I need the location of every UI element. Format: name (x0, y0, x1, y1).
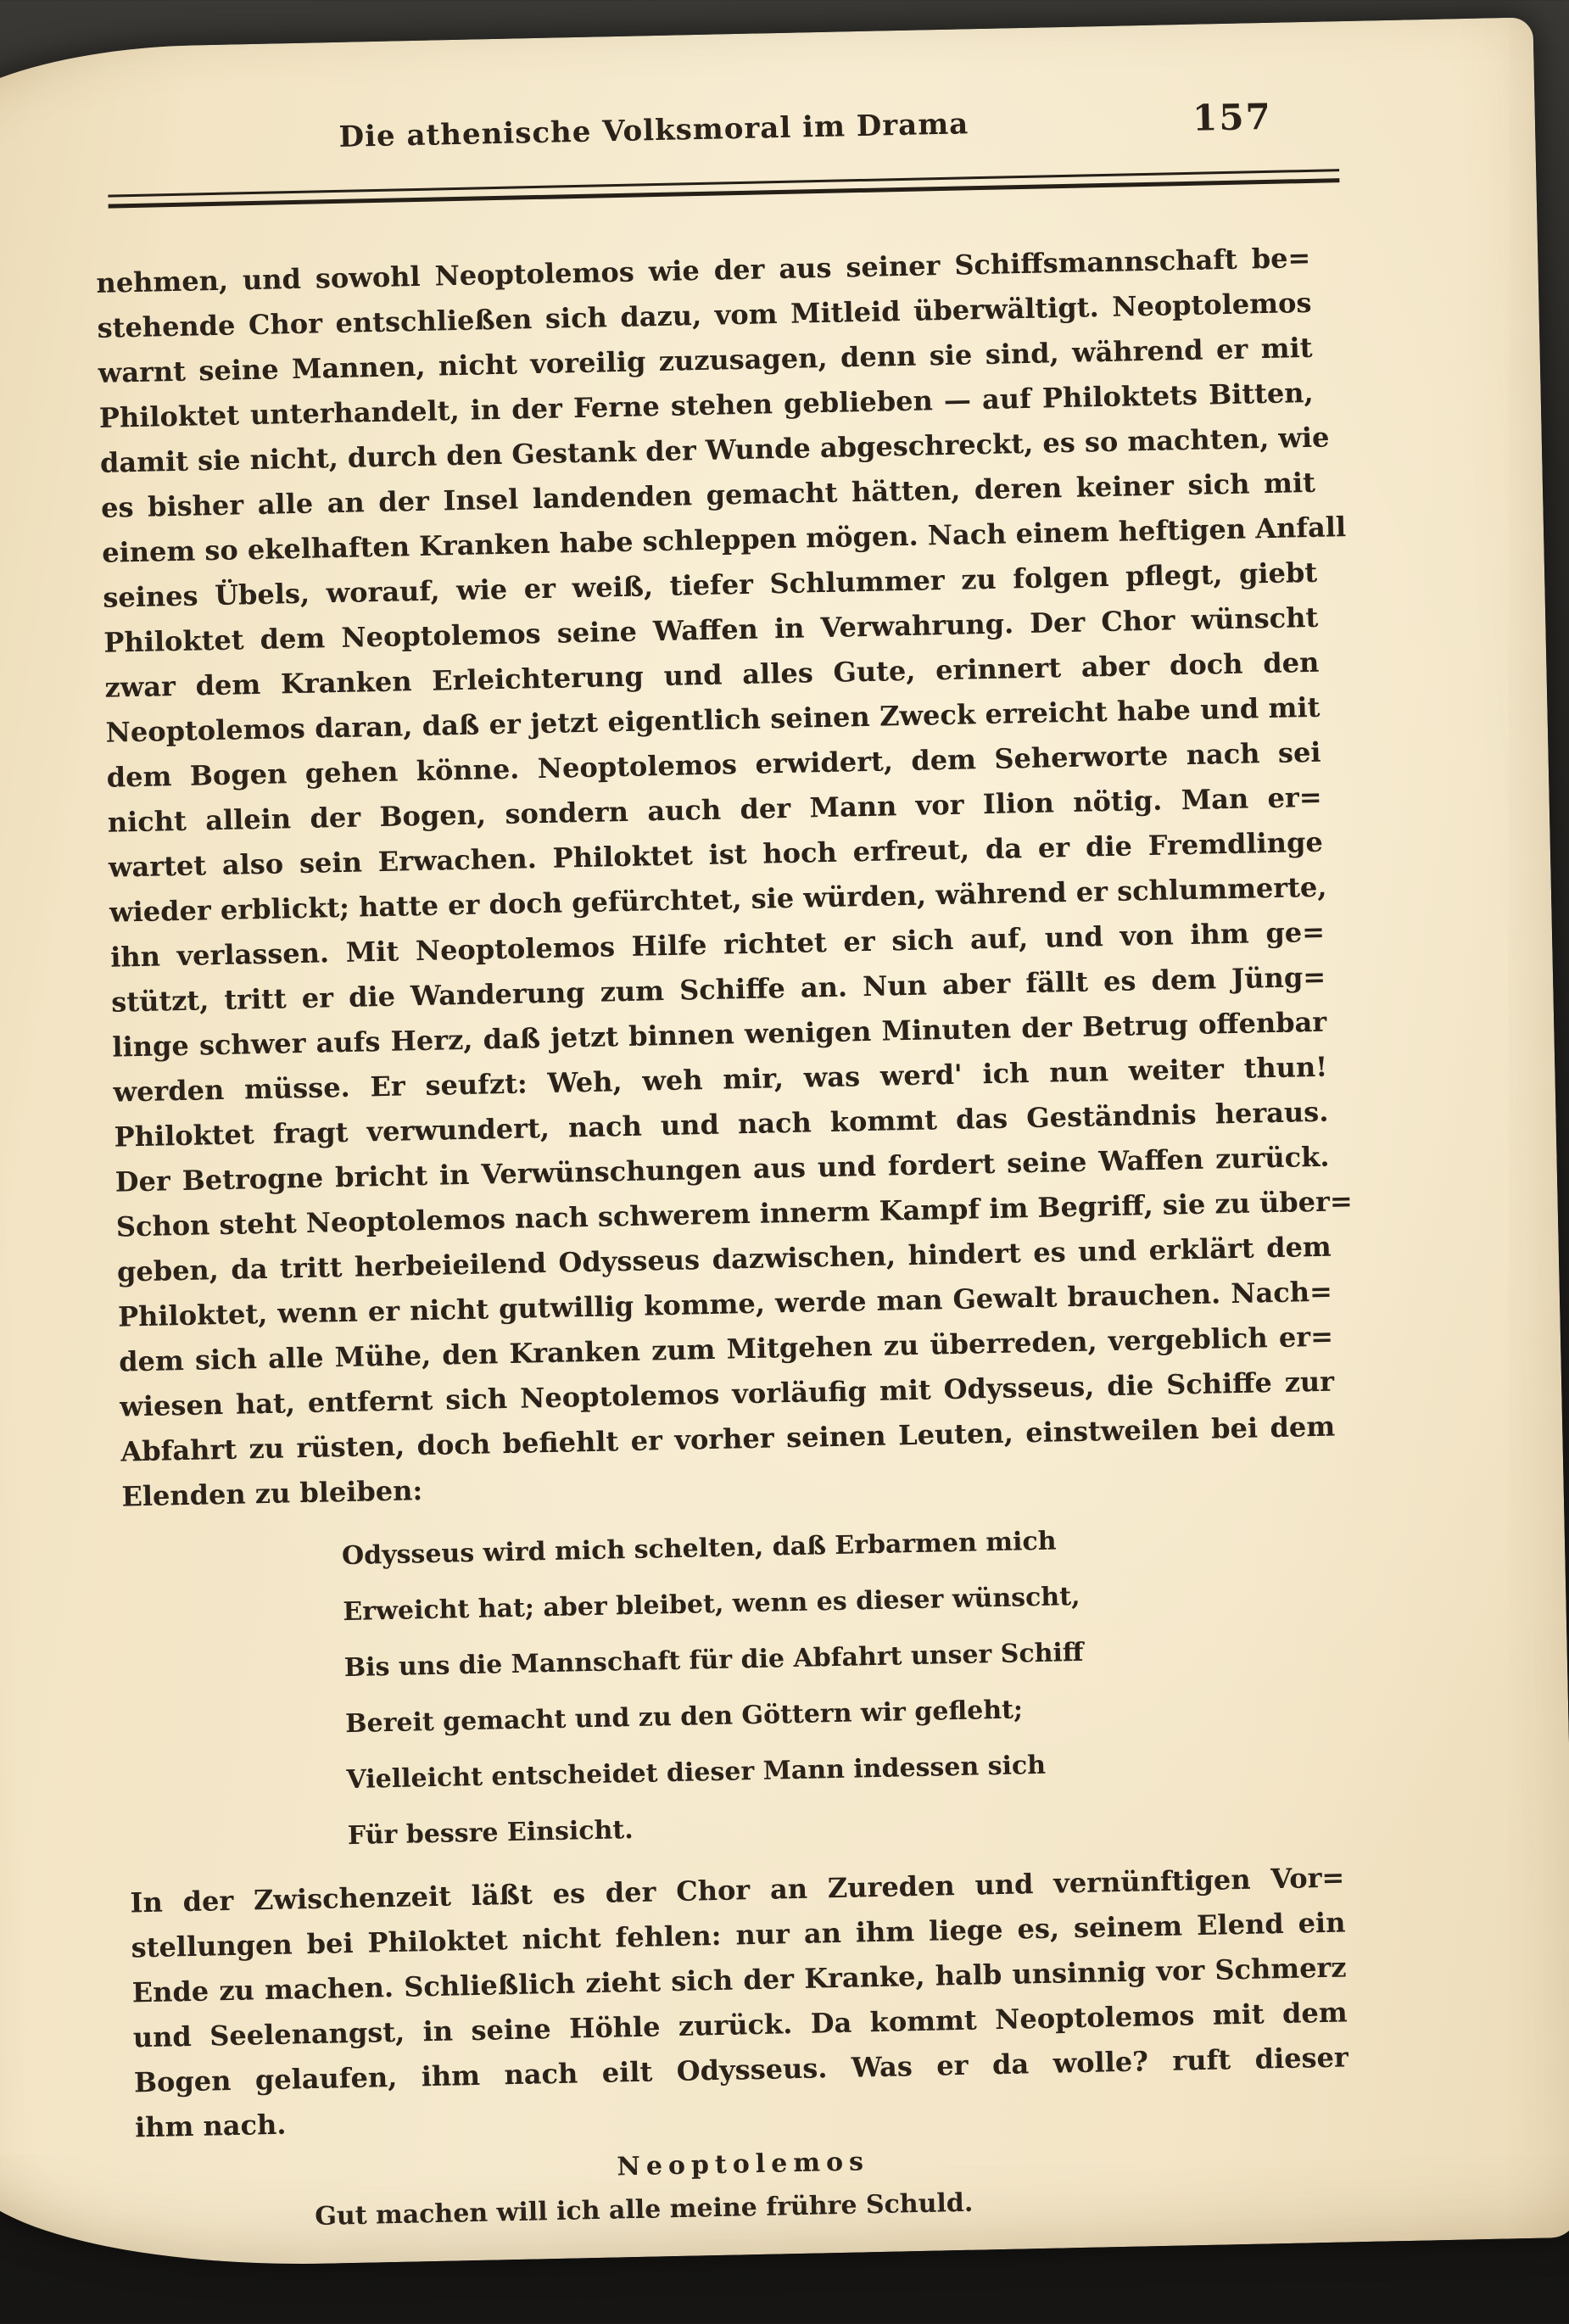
text-line: wiesen hat, entfernt sich Neoptolemos vorläufig mit Odysseus, die Schiffe zur (119, 1365, 1335, 1423)
text-line: Philoktet dem Neoptolemos seine Waffen in Verwahrung. Der Chor wünscht (103, 601, 1319, 659)
text-line: nicht allein der Bogen, sondern auch der Mann vor Ilion nötig. Man er= (107, 780, 1322, 839)
text-line: In der Zwischenzeit läßt es der Chor an Zureden und vernünftigen Vor= (130, 1861, 1345, 1919)
header-rule (108, 169, 1339, 208)
paragraph-1 (96, 236, 1354, 1520)
text-line: warnt seine Mannen, nicht voreilig zuzusagen, denn sie sind, während er mit (98, 331, 1313, 389)
text-line: Abfahrt zu rüsten, doch befiehlt er vorher seinen Leuten, einstweilen bei dem (120, 1410, 1336, 1468)
text-line: Ende zu machen. Schließlich zieht sich der Kranke, halb unsinnig vor Schmerz (131, 1951, 1347, 2009)
text-line: Elenden zu bleiben: (121, 1474, 423, 1513)
text-line: seines Übels, worauf, wie er weiß, tiefer Schlummer zu folgen pflegt, giebt (102, 556, 1318, 614)
text-line: linge schwer aufs Herz, daß jetzt binnen wenigen Minuten der Betrug offenbar (112, 1005, 1327, 1064)
text-line: einem so ekelhaften Kranken habe schleppen mögen. Nach einem heftigen Anfall (101, 511, 1347, 569)
text-line: Neoptolemos daran, daß er jetzt eigentlich seinen Zweck erreicht habe und mit (105, 690, 1321, 749)
text-line: Für bessre Einsicht. (347, 1815, 634, 1852)
text-line: dem Bogen gehen könne. Neoptolemos erwidert, dem Seherworte nach sei (106, 735, 1321, 794)
text-line: Philoktet unterhandelt, in der Ferne stehen geblieben — auf Philoktets Bitten, (98, 376, 1314, 434)
text-line: zwar dem Kranken Erleichterung und alles Gute, erinnert aber doch den (104, 645, 1320, 704)
text-line: wartet also sein Erwachen. Philoktet ist hoch erfreut, da er die Fremdlinge (108, 825, 1324, 884)
running-title: Die athenische Volksmoral im Drama (338, 107, 969, 154)
text-line: Bogen gelaufen, ihm nach eilt Odysseus. Was er da wolle? ruft dieser (133, 2041, 1349, 2099)
text-line: Bis uns die Mannschaft für die Abfahrt unser Schiff (343, 1637, 1084, 1684)
page-content (93, 95, 1354, 2235)
text-line: Philoktet, wenn er nicht gutwillig komme, werde man Gewalt brauchen. Nach= (117, 1275, 1333, 1333)
text-line: stellungen bei Philoktet nicht fehlen: nur an ihm liege es, seinem Elend ein (131, 1906, 1346, 1964)
paragraph-2 (130, 1855, 1349, 2150)
verse-quotation (341, 1508, 1343, 1864)
text-line: geben, da tritt herbeieilend Odysseus dazwischen, hindert es und erklärt dem (116, 1230, 1332, 1288)
text-line: ihn verlassen. Mit Neoptolemos Hilfe richtet er sich auf, und von ihm ge= (109, 915, 1326, 974)
page-number: 157 (1192, 95, 1273, 139)
text-line: Schon steht Neoptolemos nach schwerem innerm Kampf im Begriff, sie zu über= (115, 1185, 1354, 1243)
text-line: damit sie nicht, durch den Gestank der Wunde abgeschreckt, es so machten, wie (99, 421, 1330, 479)
text-line: es bisher alle an der Insel landenden gemacht hätten, deren keiner sich mit (100, 466, 1316, 524)
text-line: ihm nach. (134, 2108, 287, 2144)
page-header (93, 95, 1309, 176)
text-line: Odysseus wird mich schelten, daß Erbarmen mich (341, 1526, 1057, 1572)
text-line: dem sich alle Mühe, den Kranken zum Mitgehen zu überreden, vergeblich er= (118, 1320, 1334, 1378)
text-line: und Seelenangst, in seine Höhle zurück. Da kommt Neoptolemos mit dem (132, 1996, 1348, 2054)
text-line: nehmen, und sowohl Neoptolemos wie der aus seiner Schiffsmannschaft be= (96, 241, 1311, 299)
text-line: werden müsse. Er seufzt: Weh, weh mir, was werd' ich nun weiter thun! (113, 1050, 1328, 1109)
text-line: stützt, tritt er die Wanderung zum Schiffe an. Nun aber fällt es dem Jüng= (110, 960, 1326, 1019)
text-line: Vielleicht entscheidet dieser Mann indessen sich (346, 1750, 1047, 1796)
book-page (0, 17, 1569, 2271)
text-line: Der Betrogne bricht in Verwünschungen aus und fordert seine Waffen zurück. (114, 1140, 1330, 1198)
text-line: Erweicht hat; aber bleibet, wenn es dieser wünscht, (343, 1581, 1080, 1628)
text-line: Philoktet fragt verwundert, nach und nach kommt das Geständnis heraus. (114, 1095, 1329, 1154)
speaker-heading: Neoptolemos (617, 2147, 870, 2182)
text-line: stehende Chor entschließen sich dazu, vom Mitleid überwältigt. Neoptolemos (97, 286, 1312, 344)
text-line: Bereit gemacht und zu den Göttern wir gefleht; (344, 1695, 1024, 1740)
speech-line: Gut machen will ich alle meine frühre Schuld. (314, 2187, 974, 2232)
text-line: wieder erblickt; hatte er doch gefürchtet, sie würden, während er schlummerte, (109, 870, 1327, 929)
